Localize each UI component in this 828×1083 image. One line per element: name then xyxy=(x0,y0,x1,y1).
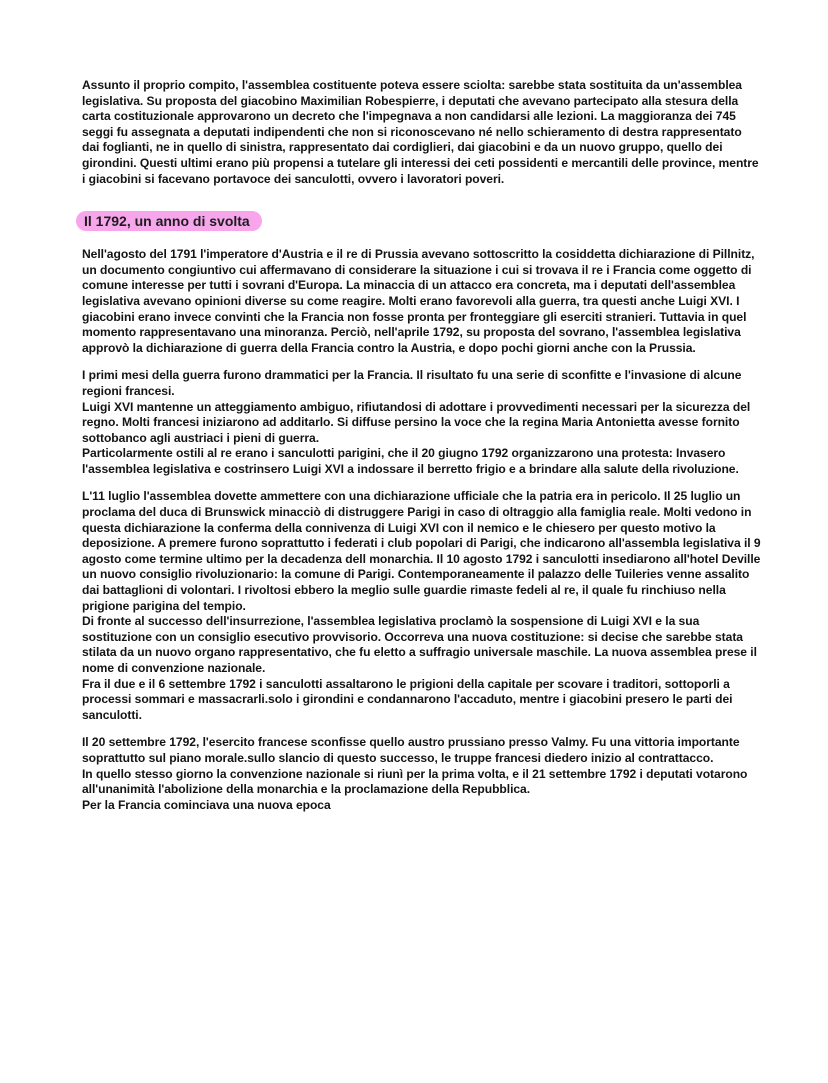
paragraph-line: Particolarmente ostili al re erano i sanculotti parigini, che il 20 giugno 1792 organizzarono una protesta: Invasero l'assemblea legislativa e costrinsero Luigi XVI a indossare il berretto frigio e a brindare alla salute della rivoluzione. xyxy=(82,446,739,476)
paragraph-line: L'11 luglio l'assemblea dovette ammettere con una dichiarazione ufficiale che la patria era in pericolo. Il 25 luglio un proclama del duca di Brunswick minacciò di distruggere Parigi in caso di oltraggio alla famiglia reale. Molti vedono in questa dichiarazione la conferma della connivenza di Luigi XVI con il nemico e le chiesero per questo motivo la deposizione. A premere furono soprattutto i federati i club popolari di Parigi, che indicarono all'assembla legislativa il 9 agosto come termine ultimo per la decadenza dell monarchia. Il 10 agosto 1792 i sanculotti insediarono all'hotel Deville un nuovo consiglio rivoluzionario: la comune di Parigi. Contemporaneamente il palazzo delle Tuileries venne assalito dai battaglioni di volontari. I rivoltosi ebbero la meglio sulle guardie rimaste fedeli al re, il quale fu rinchiuso nella prigione parigina del tempio. xyxy=(82,489,761,613)
paragraph-line: Per la Francia cominciava una nuova epoca xyxy=(82,797,331,812)
paragraph-line: Fra il due e il 6 settembre 1792 i sanculotti assaltarono le prigioni della capitale per scovare i traditori, sottoporli a processi sommari e massacrarli.solo i girondini e condannarono l'accaduto, mentre i giacobini presero le parti dei sanculotti. xyxy=(82,676,733,722)
paragraph-line: Luigi XVI mantenne un atteggiamento ambiguo, rifiutandosi di adottare i provvedimenti necessari per la sicurezza del regno. Molti francesi iniziarono ad additarlo. Si diffuse persino la voce che la regina Maria Antonietta avesse fornito sottobanco agli austriaci i pieni di guerra. xyxy=(82,399,751,445)
paragraph-block-4 xyxy=(82,735,762,813)
document-page xyxy=(82,78,762,813)
paragraph-block-2 xyxy=(82,368,762,477)
paragraph-line: Nell'agosto del 1791 l'imperatore d'Austria e il re di Prussia avevano sottoscritto la cosiddetta dichiarazione di Pillnitz, un documento congiuntivo cui affermavano di considerare la situazione i cui si trovava il re i Francia come oggetto di comune interesse per tutti i sovrani d'Europa. La minaccia di un attacco era concreta, ma i deputati dell'assemblea legislativa avevano opinioni diverse su come reagire. Molti erano favorevoli alla guerra, tra questi anche Luigi XVI. I giacobini erano invece convinti che la Francia non fosse pronta per fronteggiare gli eserciti stranieri. Tuttavia in quel momento rappresentavano una minoranza. Perciò, nell'aprile 1792, su proposta del sovrano, l'assemblea legislativa approvò la dichiarazione di guerra della Francia contro la Austria, e dopo pochi giorni anche con la Prussia. xyxy=(82,247,755,355)
paragraph-line: I primi mesi della guerra furono drammatici per la Francia. Il risultato fu una serie di sconfitte e l'invasione di alcune regioni francesi. xyxy=(82,368,742,398)
paragraph-block-1 xyxy=(82,247,762,356)
section-heading-wrapper xyxy=(82,211,762,231)
section-heading: Il 1792, un anno di svolta xyxy=(76,211,262,231)
paragraph-line: Di fronte al successo dell'insurrezione, l'assemblea legislativa proclamò la sospensione di Luigi XVI e la sua sostituzione con un consiglio esecutivo provvisorio. Occorreva una nuova costituzione: si decise che sarebbe stata stilata da un nuovo organo rappresentativo, che fu eletto a suffragio universale maschile. La nuova assemblea prese il nome di convenzione nazionale. xyxy=(82,614,757,675)
intro-paragraph: Assunto il proprio compito, l'assemblea costituente poteva essere sciolta: sarebbe stata sostituita da un'assemblea legislativa. Su proposta del giacobino Maximilian Robespierre, i deputati che avevano partecipato alla stesura della carta costituzionale approvarono un decreto che l'impegnava a non candidarsi alle lezioni. La maggioranza dei 745 seggi fu assegnata a deputati indipendenti che non si riconoscevano né nello schieramento di destra rappresentato dai foglianti, ne in quello di sinistra, rappresentato dai cordiglieri, dai giacobini e da un nuovo gruppo, quello dei girondini. Questi ultimi erano più propensi a tutelare gli interessi dei ceti possidenti e mercantili delle province, mentre i giacobini si facevano portavoce dei sanculotti, ovvero i lavoratori poveri. xyxy=(82,78,759,186)
paragraph-line: Il 20 settembre 1792, l'esercito francese sconfisse quello austro prussiano presso Valmy. Fu una vittoria importante soprattutto sul piano morale.sullo slancio di questo successo, le truppe francesi diedero inizio al contrattacco. xyxy=(82,735,740,765)
paragraph-block-3 xyxy=(82,489,762,723)
paragraph-line: In quello stesso giorno la convenzione nazionale si riunì per la prima volta, e il 21 settembre 1792 i deputati votarono all'unanimità l'abolizione della monarchia e la proclamazione della Repubblica. xyxy=(82,766,748,797)
